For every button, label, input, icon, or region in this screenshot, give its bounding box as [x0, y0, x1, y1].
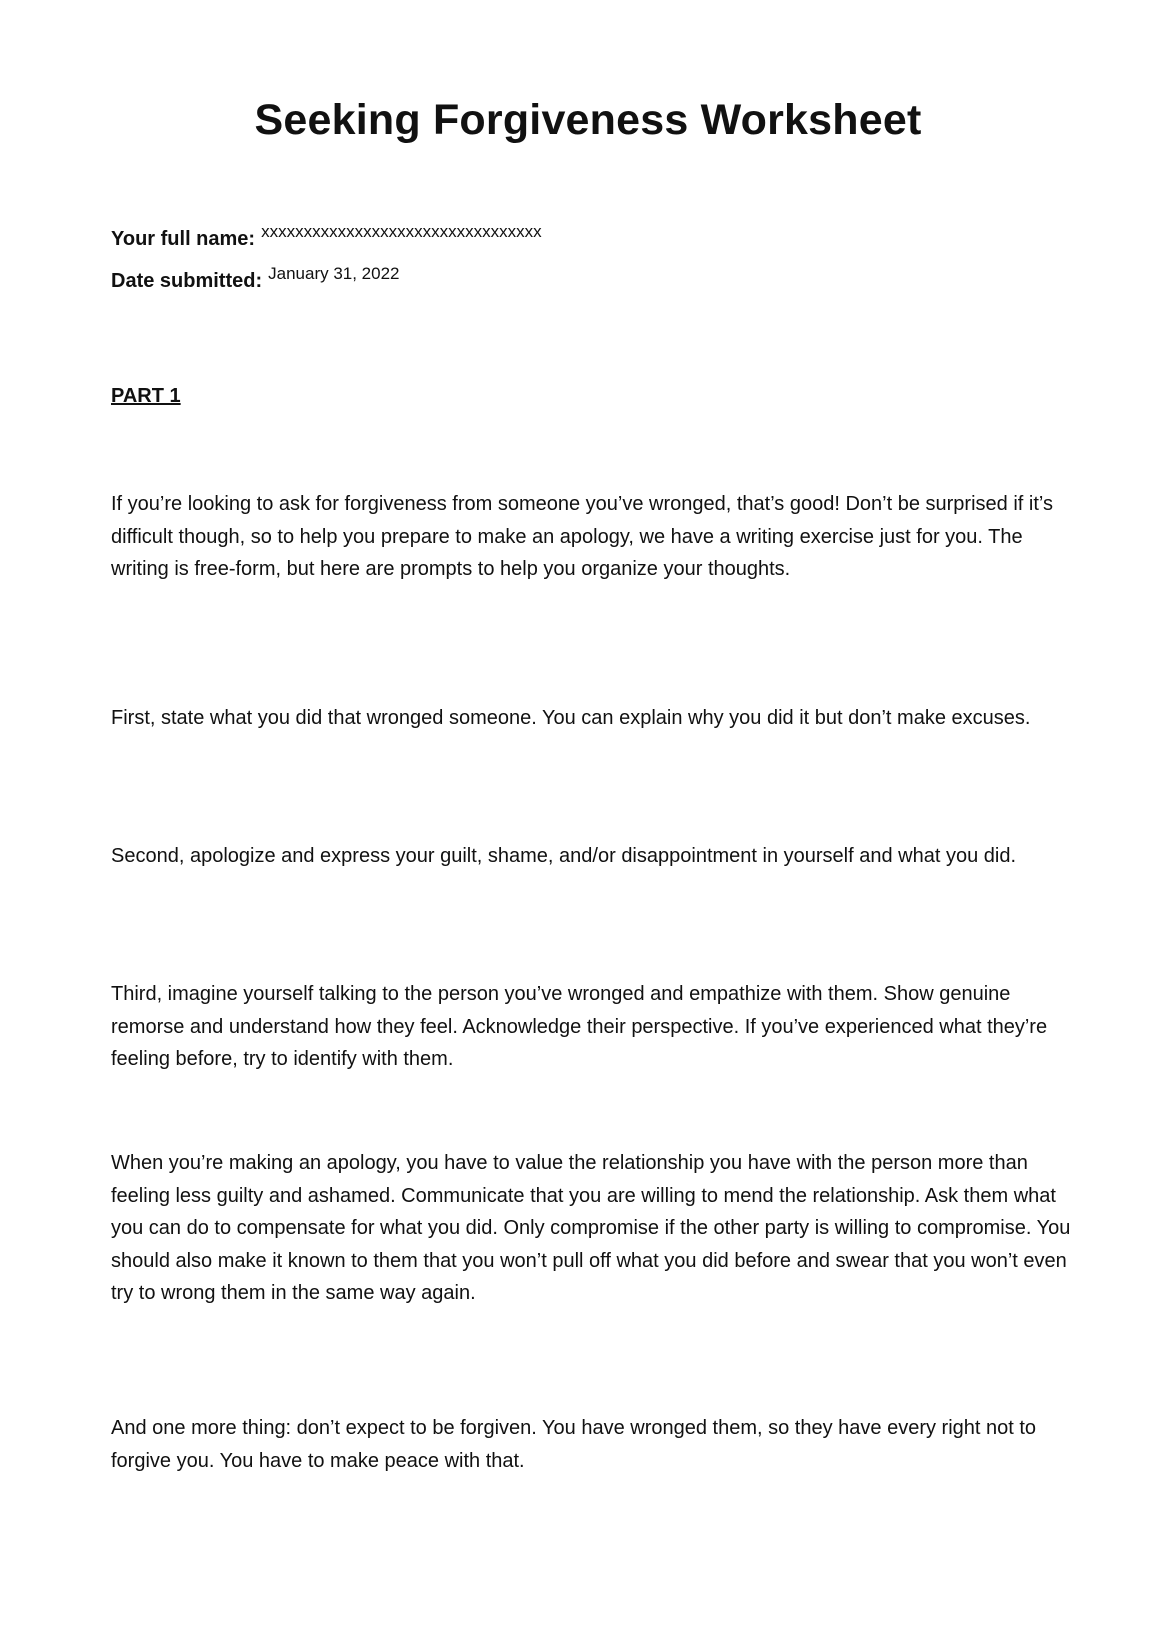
closing-paragraph: And one more thing: don’t expect to be forgiven. You have wronged them, so they have every right not to forgive you. You have to make peace with that. — [111, 1417, 1037, 1472]
date-submitted-value: January 31, 2022 — [268, 264, 400, 283]
full-name-row — [111, 222, 542, 251]
date-submitted-label: Date submitted: — [111, 270, 263, 292]
section-heading-part-1: PART 1 — [111, 385, 181, 407]
apology-guidance-paragraph: When you’re making an apology, you have to value the relationship you have with the person more than feeling less guilty and ashamed. Communicate that you are willing to mend the relationship. Ask them what you can do to compensate for what you did. Only compromise if the other party is willing to compromise. You should also make it known to them that you won’t pull off what you did before and swear that you won’t even try to wrong them in the same way again. — [111, 1152, 1071, 1304]
prompt-first-paragraph: First, state what you did that wronged someone. You can explain why you did it but don’t make excuses. — [111, 707, 1031, 729]
full-name-value: xxxxxxxxxxxxxxxxxxxxxxxxxxxxxxxxx — [261, 222, 542, 241]
prompt-third-paragraph: Third, imagine yourself talking to the person you’ve wronged and empathize with them. Show genuine remorse and understand how they feel. Acknowledge their perspective. If you’ve experienced what they’re feeling before, try to identify with them. — [111, 983, 1048, 1070]
intro-paragraph: If you’re looking to ask for forgiveness from someone you’ve wronged, that’s good! Don’t be surprised if it’s difficult though, so to help you prepare to make an apology, we have a writing exercise just for you. The writing is free-form, but here are prompts to help you organize your thoughts. — [111, 493, 1053, 580]
full-name-label: Your full name: — [111, 228, 256, 250]
page-title: Seeking Forgiveness Worksheet — [254, 96, 922, 144]
date-submitted-row — [111, 264, 400, 293]
prompt-second-paragraph: Second, apologize and express your guilt, shame, and/or disappointment in yourself and what you did. — [111, 845, 1016, 867]
